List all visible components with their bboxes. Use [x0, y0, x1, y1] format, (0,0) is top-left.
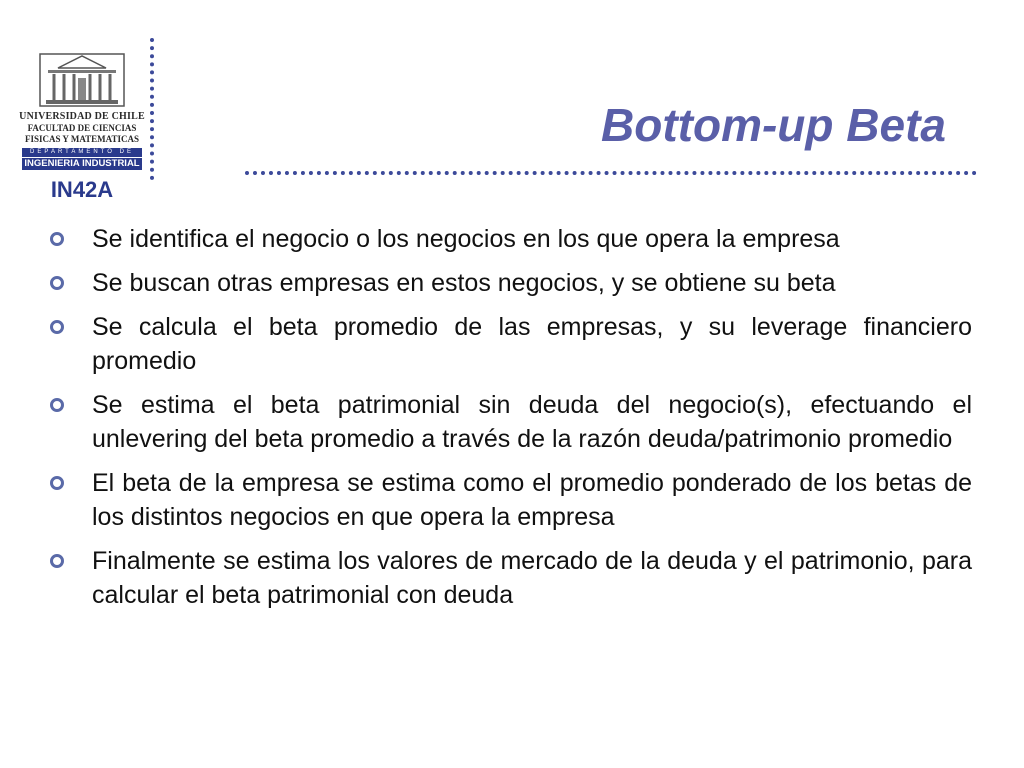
bullet-circle-icon: [50, 232, 64, 246]
bullet-item: [50, 222, 972, 256]
bullet-item: [50, 310, 972, 378]
university-logo: [20, 52, 144, 203]
bullet-item: [50, 544, 972, 612]
bullet-item: [50, 466, 972, 534]
bullet-text: Finalmente se estima los valores de mercado de la deuda y el patrimonio, para calcular el beta patrimonial con deuda: [92, 547, 972, 609]
faculty-line-1: FACULTAD DE CIENCIAS: [27, 123, 137, 133]
course-code: IN42A: [50, 177, 114, 202]
bullet-text: El beta de la empresa se estima como el promedio ponderado de los betas de los distintos negocios en que opera la empresa: [92, 469, 972, 531]
university-building-icon: [20, 52, 144, 108]
bullet-list: [50, 222, 972, 622]
bullet-item: [50, 266, 972, 300]
horizontal-dotted-divider: [245, 171, 977, 175]
bullet-text: Se buscan otras empresas en estos negocios, y se obtiene su beta: [92, 269, 836, 297]
bullet-circle-icon: [50, 554, 64, 568]
slide-title: Bottom-up Beta: [601, 99, 946, 151]
faculty-line-2: FISICAS Y MATEMATICAS: [24, 134, 139, 144]
bullet-circle-icon: [50, 398, 64, 412]
department-label: DEPARTAMENTO DE: [22, 148, 142, 157]
bullet-circle-icon: [50, 276, 64, 290]
bullet-text: Se identifica el negocio o los negocios en los que opera la empresa: [92, 225, 840, 253]
bullet-circle-icon: [50, 320, 64, 334]
bullet-text: Se estima el beta patrimonial sin deuda del negocio(s), efectuando el unlevering del beta promedio a través de la razón deuda/patrimonio promedio: [92, 391, 972, 453]
bullet-text: Se calcula el beta promedio de las empresas, y su leverage financiero promedio: [92, 313, 972, 375]
bullet-item: [50, 388, 972, 456]
department-name: INGENIERIA INDUSTRIAL: [22, 158, 142, 170]
bullet-circle-icon: [50, 476, 64, 490]
university-name: UNIVERSIDAD DE CHILE: [19, 111, 145, 122]
vertical-dotted-divider: [150, 38, 154, 180]
